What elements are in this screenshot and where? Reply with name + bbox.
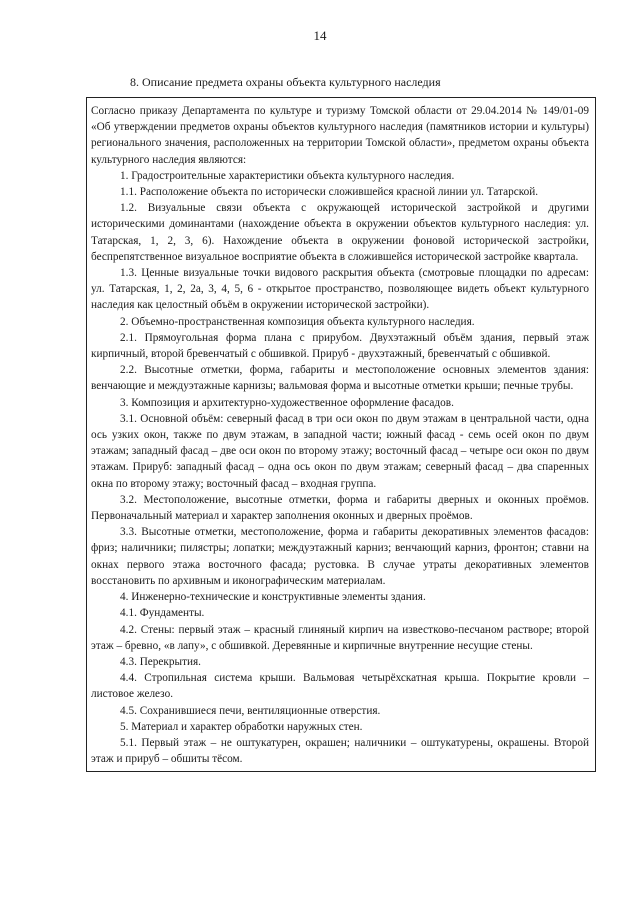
list-item: 1.1. Расположение объекта по исторически сложившейся красной линии ул. Татарской.: [120, 186, 539, 199]
list-item: 3.3. Высотные отметки, местоположение, форма и габариты декоративных элементов фасадов: фриз; наличники; пилястры; лопатки; междуэтажный карниз; венчающий карниз, фронтон; ставни на окнах первого этажа восточного фасада; рустовка. В случае утраты декоративных элементов восстановить по архивным и иконографическим материалам.: [91, 526, 589, 587]
protection-subject-box: [86, 97, 596, 772]
list-item: 4.1. Фундаменты.: [120, 607, 205, 620]
list-item: 1.2. Визуальные связи объекта с окружающей исторической застройкой и другими историческими доминантами (нахождение объекта в окружении объектов культурного наследия: ул. Татарская, 1, 2, 3, 6). Нахождение объекта в окружении фоновой исторической застройки, беспрепятственное визуальное восприятие объекта в сложившейся исторической застройке квартала.: [91, 202, 589, 263]
list-item: 4.4. Стропильная система крыши. Вальмовая четырёхскатная крыша. Покрытие кровли – листовое железо.: [91, 672, 589, 701]
list-item: 1.3. Ценные визуальные точки видового раскрытия объекта (смотровые площадки по адресам: ул. Татарская, 1, 2, 2а, 3, 4, 5, 6 - открытое пространство, позволяющее видеть объект культурного наследия как целостный объём в окружении исторической застройки).: [91, 267, 589, 312]
list-item: 3.2. Местоположение, высотные отметки, форма и габариты дверных и оконных проёмов. Первоначальный материал и характер заполнения оконных и дверных проёмов.: [91, 493, 589, 523]
list-item: 5. Материал и характер обработки наружных стен.: [120, 720, 363, 733]
list-item: 3. Композиция и архитектурно-художественное оформление фасадов.: [120, 396, 454, 409]
list-item: 4.2. Стены: первый этаж – красный глиняный кирпич на известково-песчаном растворе; второй этаж – бревно, «в лапу», с обшивкой. Деревянные и кирпичные внутренние несущие стены.: [91, 623, 589, 652]
list-item: 1. Градостроительные характеристики объекта культурного наследия.: [120, 169, 455, 182]
intro-paragraph: Согласно приказу Департамента по культуре и туризму Томской области от 29.04.2014 № 149/01-09 «Об утверждении предметов охраны объектов культурного наследия (памятников истории и культуры) регионального значения, расположенных на территории Томской области», предметом охраны объекта культурного наследия являются:: [91, 105, 589, 166]
list-item: 5.1. Первый этаж – не оштукатурен, окрашен; наличники – оштукатурены, окрашены. Второй этаж и прируб – обшиты тёсом.: [91, 736, 589, 766]
list-item: 2.1. Прямоугольная форма плана с прирубом. Двухэтажный объём здания, первый этаж кирпичный, второй бревенчатый с обшивкой. Прируб - двухэтажный, бревенчатый с обшивкой.: [91, 331, 589, 361]
list-item: 2.2. Высотные отметки, форма, габариты и местоположение основных элементов здания: венчающие и междуэтажные карнизы; вальмовая форма и высотные отметки крыши; печные трубы.: [91, 364, 589, 393]
list-item: 4.5. Сохранившиеся печи, вентиляционные отверстия.: [120, 704, 381, 717]
list-item: 2. Объемно-пространственная композиция объекта культурного наследия.: [120, 315, 475, 328]
list-item: 3.1. Основной объём: северный фасад в три оси окон по двум этажам в центральной части, одна ось узких окон, также по двум этажам, в западной части; южный фасад - семь осей окон по двум этажам; западный фасад – две оси окон по второму этажу; восточный фасад – четыре оси окон по двум этажам. Прируб: западный фасад – одна ось окон по двум этажам; северный фасад – два спаренных окна по второму этажу; восточный фасад – входная группа.: [91, 412, 589, 490]
page-number: 14: [313, 28, 327, 43]
list-item: 4.3. Перекрытия.: [120, 655, 201, 668]
list-item: 4. Инженерно-технические и конструктивные элементы здания.: [120, 591, 426, 604]
section-title: 8. Описание предмета охраны объекта культурного наследия: [130, 75, 441, 89]
